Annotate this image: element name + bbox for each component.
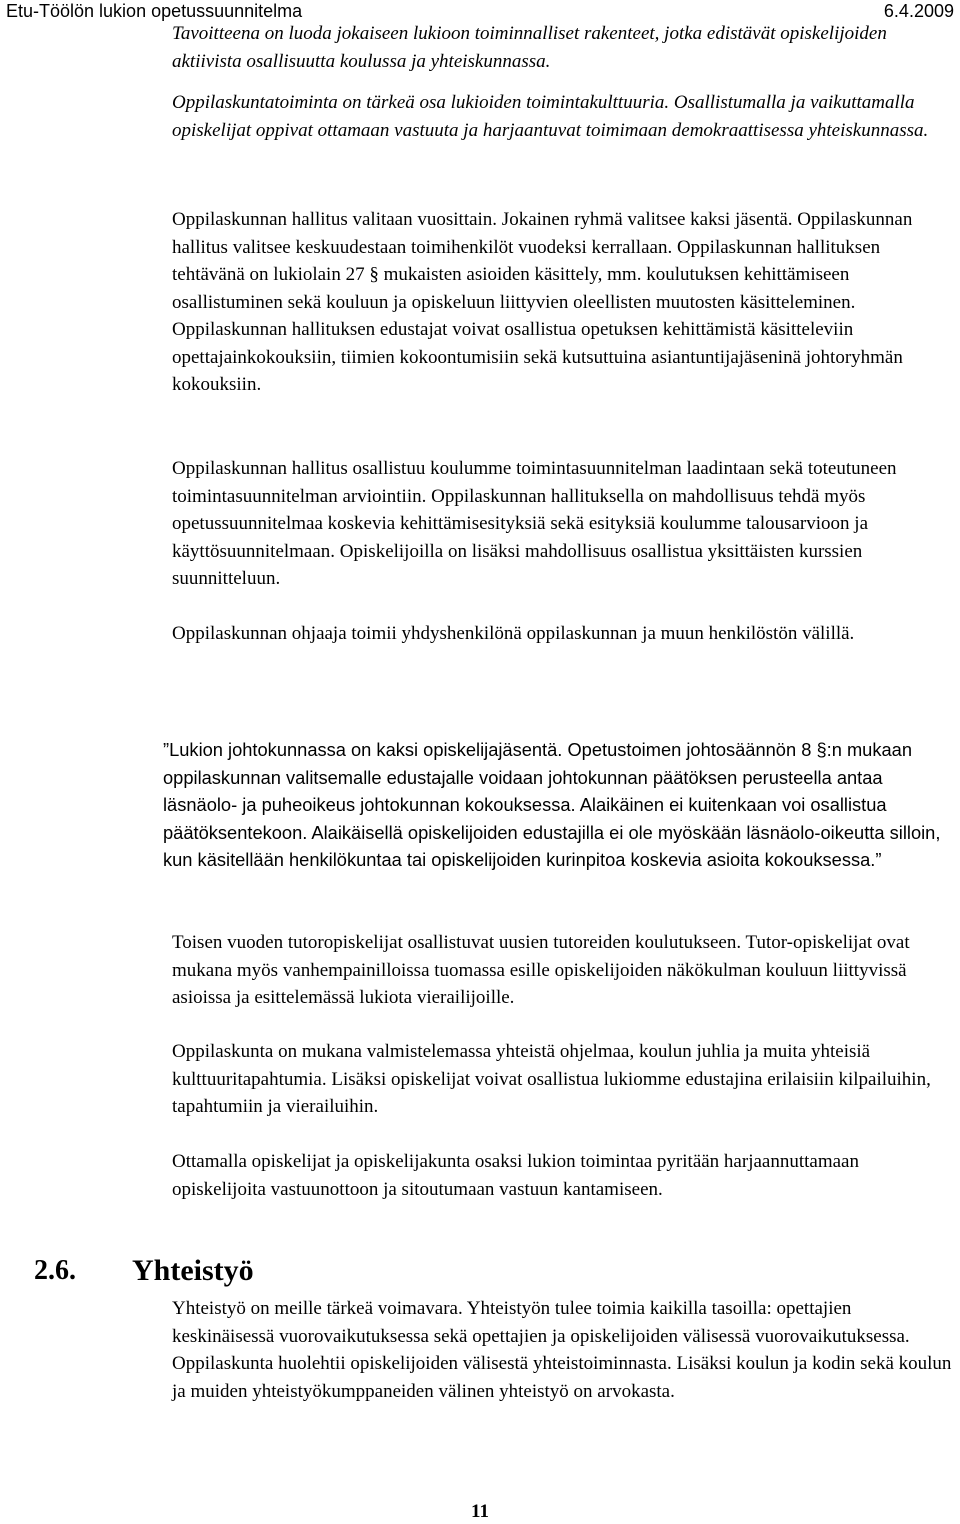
page-number: 11: [471, 1501, 489, 1522]
body-paragraph-2: Oppilaskunnan hallitus osallistuu koulumme toimintasuunnitelman laadintaan sekä toteutuneen toimintasuunnitelman arviointiin. Oppilaskunnan hallituksella on mahdollisuus tehdä myös opetussuunnitelmaa koskevia kehittämisesityksiä sekä esityksiä koulumme talousarvioon ja käyttösuunnitelmaan. Opiskelijoilla on lisäksi mahdollisuus osallistua yksittäisten kurssien suunnitteluun.: [172, 458, 897, 589]
section-paragraph-1: Yhteistyö on meille tärkeä voimavara. Yhteistyön tulee toimia kaikilla tasoilla: opettajien keskinäisessä vuorovaikutuksessa sekä opettajien ja opiskelijoiden välisessä vuorovaikutuksessa. Oppilaskunta huolehtii opiskelijoiden välisestä yhteistoiminnasta. Lisäksi koulun ja kodin sekä koulun ja muiden yhteistyökumppaneiden välinen yhteistyö on arvokasta.: [172, 1298, 952, 1402]
body-paragraph-3: Oppilaskunnan ohjaaja toimii yhdyshenkilönä oppilaskunnan ja muun henkilöstön välillä.: [172, 623, 855, 644]
body-paragraph-1: Oppilaskunnan hallitus valitaan vuosittain. Jokainen ryhmä valitsee kaksi jäsentä. Oppilaskunnan hallitus valitsee keskuudestaan toimihenkilöt vuodeksi kerrallaan. Oppilaskunnan hallituksen tehtävänä on lukiolain 27 § mukaisten asioiden käsittely, mm. koulutuksen kehittämiseen osallistuminen sekä kouluun ja opiskeluun liittyvien oleellisten muutosten käsitteleminen. Oppilaskunnan hallituksen edustajat voivat osallistua opetuksen kehittämistä käsitteleviin opettajainkokouksiin, tiimien kokoontumisiin sekä kutsuttuina asiantuntijajäseninä johtoryhmän kokouksiin.: [172, 209, 913, 395]
intro-paragraph-2: Oppilaskuntatoiminta on tärkeä osa lukioiden toimintakulttuuria. Osallistumalla ja vaikuttamalla opiskelijat oppivat ottamaan vastuuta ja harjaantuvat toimimaan demokraattisessa yhteiskunnassa.: [172, 92, 929, 141]
quoted-regulation: ”Lukion johtokunnassa on kaksi opiskelijajäsentä. Opetustoimen johtosäännön 8 §:n mukaan oppilaskunnan valitsemalle edustajalle voidaan johtokunnan päätöksen perusteella antaa läsnäolo- ja puheoikeus johtokunnan kokouksessa. Alaikäinen ei kuitenkaan voi osallistua päätöksentekoon. Alaikäisellä opiskelijoiden edustajilla ei ole myöskään läsnäolo-oikeutta silloin, kun käsitellään henkilökuntaa tai opiskelijoiden kurinpitoa koskevia asioita kokouksessa.”: [163, 739, 941, 871]
body-paragraph-4: Toisen vuoden tutoropiskelijat osallistuvat uusien tutoreiden koulutukseen. Tutor-opiskelijat ovat mukana myös vanhempainilloissa tuomassa esille opiskelijoiden näkökulman kouluun liittyvissä asioissa ja esittelemässä lukiota vierailijoille.: [172, 932, 910, 1008]
body-paragraph-5: Oppilaskunta on mukana valmistelemassa yhteistä ohjelmaa, koulun juhlia ja muita yhteisiä kulttuuritapahtumia. Lisäksi opiskelijat voivat osallistua lukiomme edustajina erilaisiin kilpailuihin, tapahtumiin ja vierailuihin.: [172, 1041, 931, 1117]
section-number: 2.6.: [34, 1255, 76, 1286]
running-header-title: Etu-Töölön lukion opetussuunnitelma: [6, 1, 303, 21]
running-header-date: 6.4.2009: [883, 1, 954, 21]
body-paragraph-6: Ottamalla opiskelijat ja opiskelijakunta osaksi lukion toimintaa pyritään harjaannuttamaan opiskelijoita vastuunottoon ja sitoutumaan vastuun kantamiseen.: [172, 1151, 859, 1200]
intro-paragraph-1: Tavoitteena on luoda jokaiseen lukioon toiminnalliset rakenteet, jotka edistävät opiskelijoiden aktiivista osallisuutta koulussa ja yhteiskunnassa.: [172, 23, 887, 72]
section-heading: Yhteistyö: [132, 1254, 254, 1287]
